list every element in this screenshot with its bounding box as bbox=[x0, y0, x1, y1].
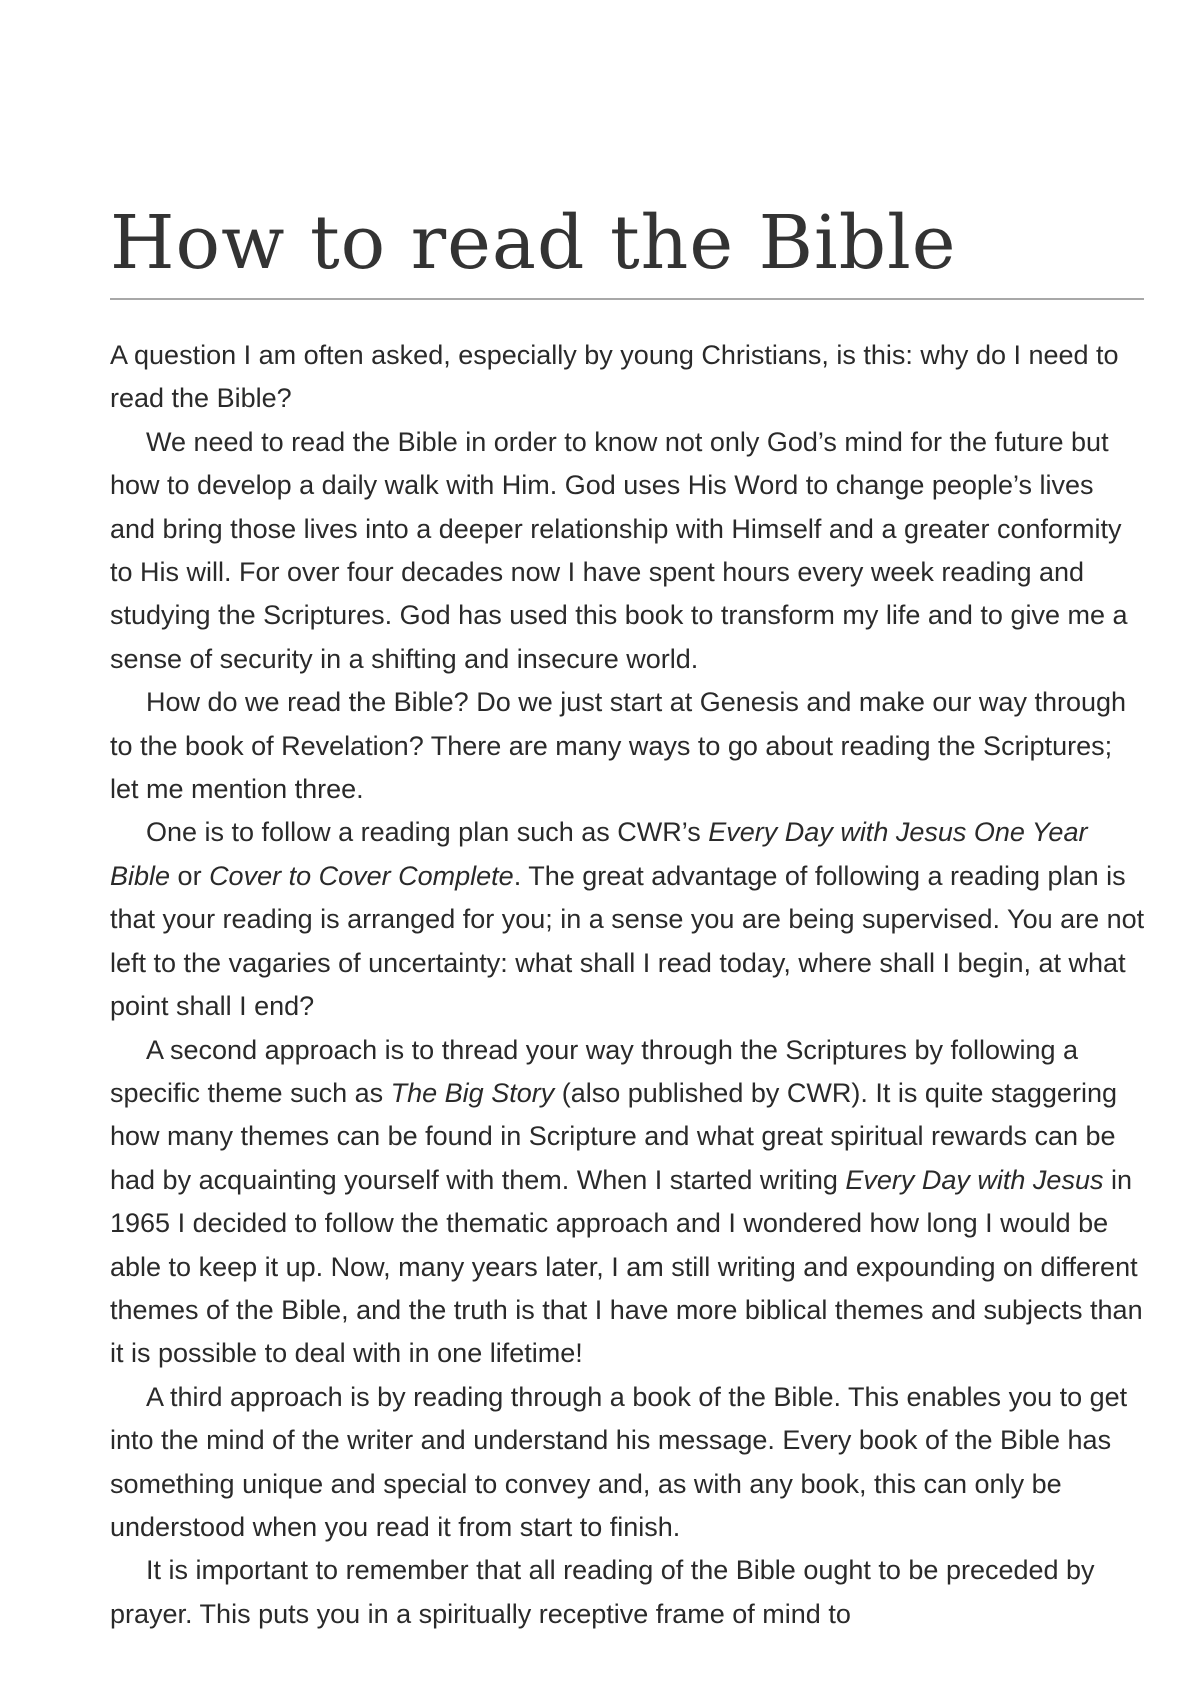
paragraph-reading-plan bbox=[110, 811, 1146, 1028]
book-title-every-day-with-jesus: Every Day with Jesus bbox=[845, 1164, 1104, 1195]
paragraph-how-to-read: How do we read the Bible? Do we just start at Genesis and make our way through to the book of Revelation? There are many ways to go about reading the Scriptures; let me mention three. bbox=[110, 687, 1127, 805]
title-divider bbox=[110, 298, 1144, 300]
paragraph-why-read: A question I am often asked, especially by young Christians, is this: why do I need to read the Bible? bbox=[110, 340, 1119, 414]
book-title-cover-to-cover: Cover to Cover Complete bbox=[209, 860, 514, 891]
paragraph-prayer: It is important to remember that all reading of the Bible ought to be preceded by prayer. This puts you in a spiritually receptive frame of mind to bbox=[110, 1555, 1095, 1629]
article-body bbox=[110, 334, 1146, 1636]
book-title-big-story: The Big Story bbox=[390, 1077, 555, 1108]
page-title: How to read the Bible bbox=[110, 200, 957, 286]
book-title-one-year-bible: Every Day with Jesus One Year Bible bbox=[110, 817, 1088, 891]
reading-plan-text-2: or bbox=[170, 860, 210, 891]
paragraph-book-approach: A third approach is by reading through a book of the Bible. This enables you to get into the mind of the writer and understand his message. Every book of the Bible has something unique and special to convey and, as with any book, this can only be understood when you read it from start to finish. bbox=[110, 1381, 1128, 1542]
paragraph-thematic-approach bbox=[110, 1029, 1146, 1376]
reading-plan-text-3: . The great advantage of following a reading plan is that your reading is arranged for you; in a sense you are being supervised. You are not left to the vagaries of uncertainty: what shall I read today, where shall I begin, at what point shall I end? bbox=[110, 860, 1145, 1022]
thematic-text-3: in 1965 I decided to follow the thematic approach and I wondered how long I would be able to keep it up. Now, many years later, I am still writing and expounding on different themes of the Bible, and the truth is that I have more biblical themes and subjects than it is possible to deal with in one lifetime! bbox=[110, 1164, 1143, 1369]
paragraph-gods-mind: We need to read the Bible in order to know not only God’s mind for the future but how to develop a daily walk with Him. God uses His Word to change people’s lives and bring those lives into a deeper relationship with Himself and a greater conformity to His will. For over four decades now I have spent hours every week reading and studying the Scriptures. God has used this book to transform my life and to give me a sense of security in a shifting and insecure world. bbox=[110, 426, 1128, 674]
thematic-text-1: A second approach is to thread your way through the Scriptures by following a specific theme such as bbox=[110, 1034, 1079, 1108]
thematic-text-2: (also published by CWR). It is quite staggering how many themes can be found in Scripture and what great spiritual rewards can be had by acquainting yourself with them. When I started writing bbox=[110, 1077, 1117, 1195]
reading-plan-text-1: One is to follow a reading plan such as CWR’s bbox=[146, 817, 709, 848]
